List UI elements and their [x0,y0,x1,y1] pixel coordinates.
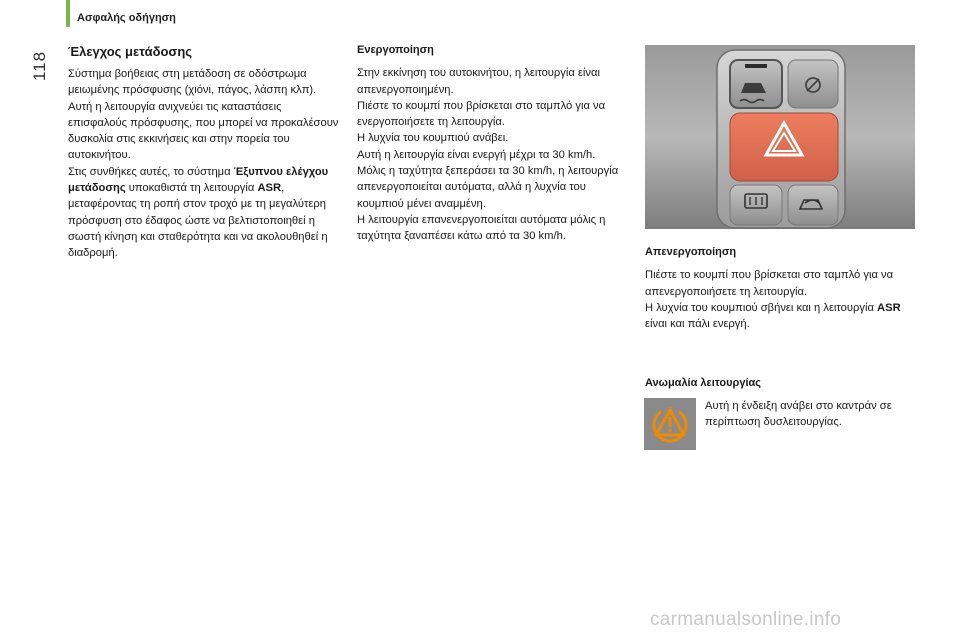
text-fragment: Στις συνθήκες αυτές, το σύστημα [68,165,234,178]
paragraph-intro: Σύστημα βοήθειας στη μετάδοση σε οδόστρωμα μειωμένης πρόσφυσης (χιόνι, πάγος, λάσπη κλπ). [68,68,317,97]
paragraph-deactivation-1: Πιέστε το κουμπί που βρίσκεται στο ταμπλό για να απενεργοποιήσετε τη λειτουργία. [645,269,894,298]
traction-button-led [745,64,767,68]
paragraph-activation-3: Η λυχνία του κουμπιού ανάβει. [357,132,509,145]
service-warning-icon [644,398,696,450]
paragraph-activation-1: Στην εκκίνηση του αυτοκινήτου, η λειτουργία είναι απενεργοποιημένη. [357,67,600,96]
heading-deactivation: Απενεργοποίηση [645,246,737,258]
text-fragment: Η λυχνία του κουμπιού σβήνει και η λειτουργία [645,301,878,314]
text-bold-system-name: Έξυπνου ελέγχου μετάδοσης [68,165,329,195]
paragraph-activation-2: Πιέστε το κουμπί που βρίσκεται στο ταμπλό για να ενεργοποιήσετε τη λειτουργία. [357,99,606,129]
text-fragment: είναι και πάλι ενεργή. [645,318,750,331]
column-activation [357,42,627,245]
malfunction-text: Αυτή η ένδειξη ανάβει στο καντράν σε περίπτωση δυσλειτουργίας. [705,400,892,429]
text-bold-asr: ASR [257,182,282,195]
text-fragment: , μεταφέροντας τη ροπή στον τροχό με τη μεγαλύτερη πρόσφυση στο έδαφος ώστε να βελτιστοποιηθεί η σωστή κίνηση και σταθερότητα και να ακολουθηθεί η διαδρομή. [68,182,328,260]
page-number-text: 118 [30,50,49,82]
section-title: Ασφαλής οδήγηση [77,12,176,24]
paragraph-detection: Αυτή η λειτουργία ανιχνεύει τις καταστάσεις επισφαλούς πρόσφυσης, που μπορεί να προκαλέσουν δυσκολία στις εκκινήσεις και στην πορεία του αυτοκινήτου. [68,100,339,162]
paragraph-activation-5: Μόλις η ταχύτητα ξεπεράσει τα 30 km/h, η λειτουργία απενεργοποιείται αυτόματα, αλλά η λυχνία του κουμπιού μένει αναμμένη. [357,165,619,210]
column-transmission-control [68,43,343,262]
paragraph-deactivation-2 [645,300,920,333]
header-accent-bar [66,0,70,27]
text-bold-asr: ASR [877,301,901,314]
text-fragment: υποκαθιστά τη λειτουργία [125,182,258,195]
warning-symbol-icon [644,398,696,450]
malfunction-section [645,375,920,398]
paragraph-activation-6: Η λειτουργία επανενεργοποιείται αυτόματα μόλις η ταχύτητα ξαναπέσει κάτω από τα 30 km/h. [357,213,606,243]
recirculation-button [788,185,838,225]
column-deactivation [645,244,920,332]
watermark: carmanualsonline.info [650,609,842,630]
page-number [30,46,50,86]
heading-transmission-control: Έλεγχος μετάδοσης [68,44,193,59]
heading-activation: Ενεργοποίηση [357,44,434,56]
paragraph-system [68,164,343,262]
dashboard-buttons-photo [645,45,915,229]
paragraph-activation-4: Αυτή η λειτουργία είναι ενεργή μέχρι τα 30 km/h. [357,148,596,161]
heading-malfunction: Ανωμαλία λειτουργίας [645,377,762,389]
